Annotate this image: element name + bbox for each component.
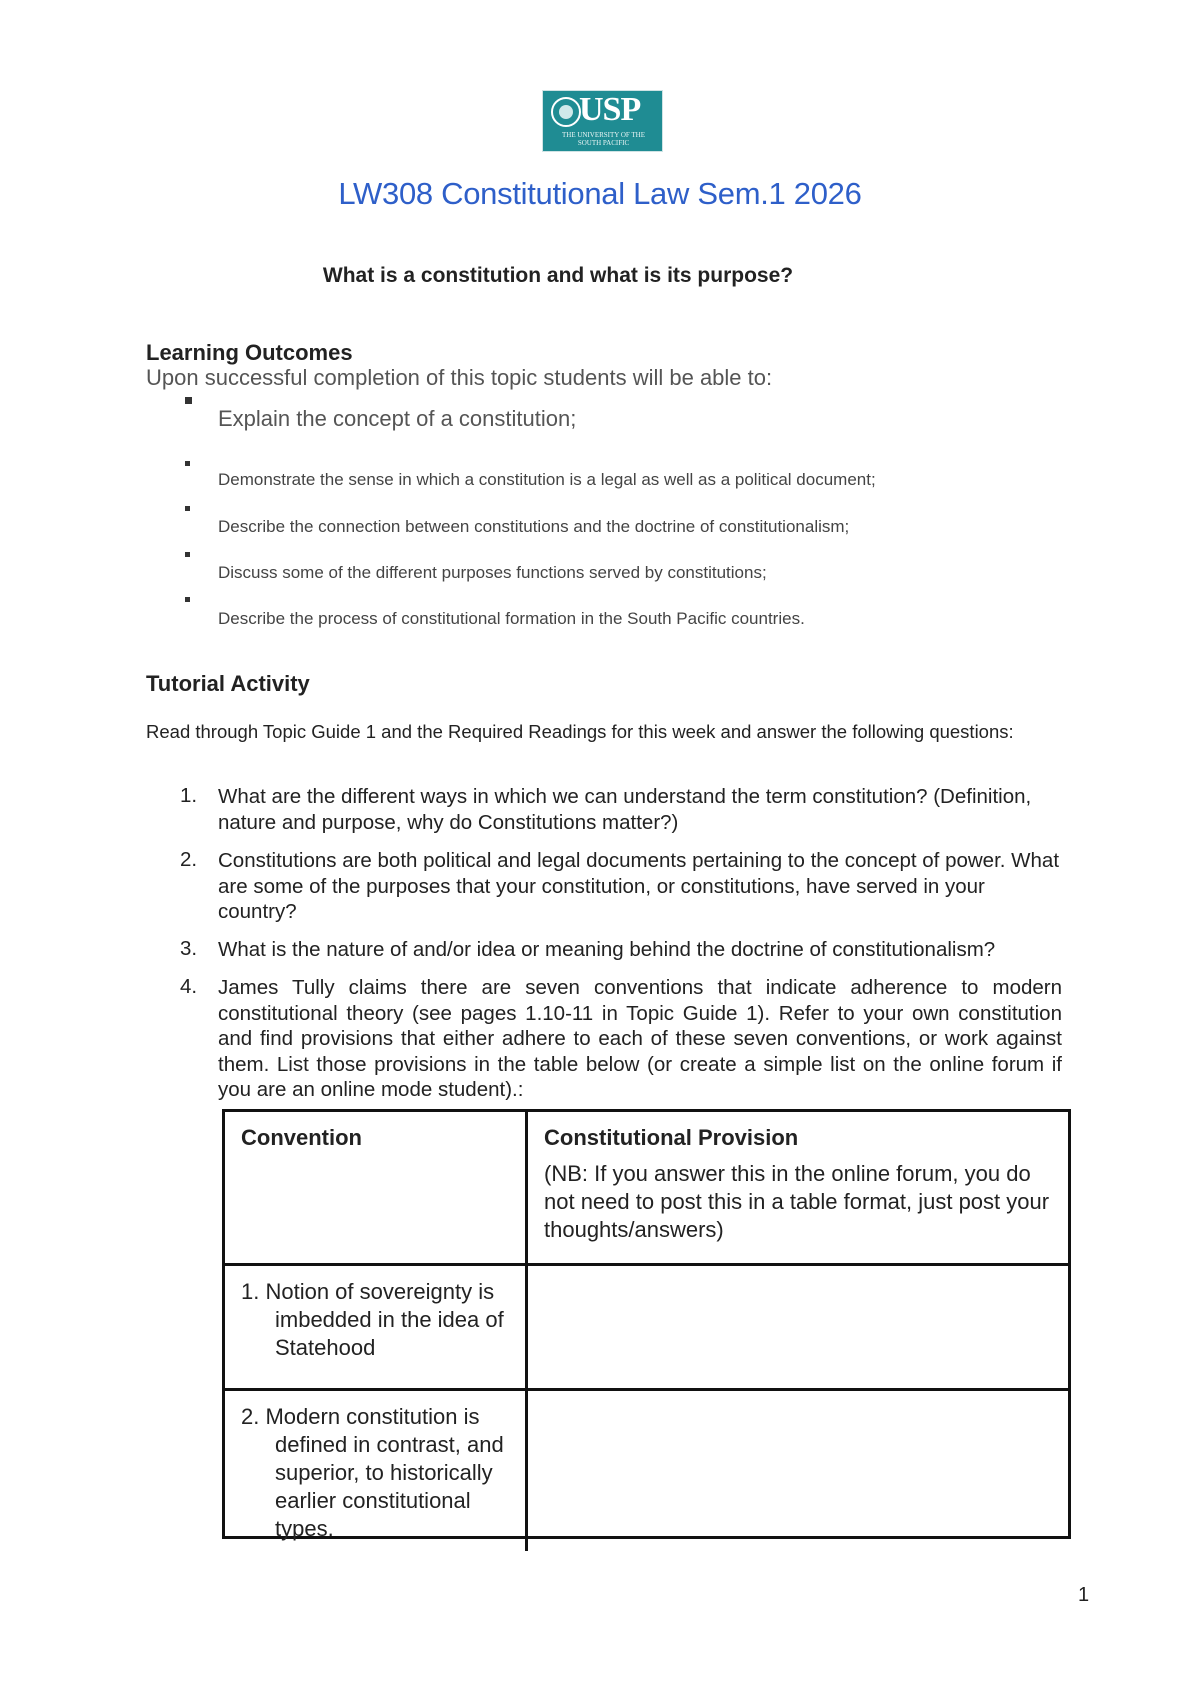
logo-subtitle: THE UNIVERSITY OF THE SOUTH PACIFIC bbox=[561, 131, 646, 147]
question-text: Constitutions are both political and legal documents pertaining to the concept of power. What are some of the purposes that your constitution, or constitutions, have served in your country? bbox=[218, 849, 1060, 923]
bullet-icon bbox=[185, 506, 190, 511]
convention-text: 2. Modern constitution is defined in contrast, and superior, to historically earlier constitutional types. bbox=[241, 1403, 504, 1541]
table-header-row bbox=[225, 1112, 1068, 1264]
learning-outcome-item: Explain the concept of a constitution; bbox=[218, 406, 577, 431]
learning-outcome-item: Describe the connection between constitutions and the doctrine of constitutionalism; bbox=[218, 517, 850, 536]
learning-outcome-item: Discuss some of the different purposes functions served by constitutions; bbox=[218, 563, 767, 582]
question-text: What is the nature of and/or idea or meaning behind the doctrine of constitutionalism? bbox=[218, 938, 996, 961]
table-row bbox=[225, 1389, 1068, 1551]
logo-wordmark: USP bbox=[579, 91, 641, 128]
tutorial-heading: Tutorial Activity bbox=[146, 671, 310, 696]
bullet-icon bbox=[185, 597, 190, 602]
header-provision: Constitutional Provision bbox=[544, 1125, 799, 1150]
question-text: James Tully claims there are seven conventions that indicate adherence to modern constitutional theory (see pages 1.10-11 in Topic Guide 1). Refer to your own constitution and find provisions that either adhere to each of these seven conventions, or work against them. List those provisions in the table below (or create a simple list on the online forum if you are an online mode student).: bbox=[218, 976, 1062, 1101]
page-number: 1 bbox=[1078, 1584, 1090, 1606]
provision-input-cell[interactable] bbox=[527, 1389, 1069, 1551]
table-header-cell bbox=[225, 1112, 527, 1264]
provision-input-cell[interactable] bbox=[527, 1264, 1069, 1389]
header-provision-note: (NB: If you answer this in the online forum, you do not need to post this in a table format, just post your thoughts/answers) bbox=[544, 1161, 1050, 1242]
table-cell bbox=[225, 1389, 527, 1551]
convention-text: 1. Notion of sovereignty is imbedded in the idea of Statehood bbox=[241, 1278, 504, 1360]
learning-outcomes-intro: Upon successful completion of this topic students will be able to: bbox=[146, 365, 773, 390]
question-text: What are the different ways in which we can understand the term constitution? (Definition, nature and purpose, why do Constitutions matter?) bbox=[218, 785, 1032, 834]
usp-seal-icon bbox=[551, 97, 581, 127]
tutorial-intro: Read through Topic Guide 1 and the Required Readings for this week and answer the following questions: bbox=[146, 721, 1014, 742]
question-number: 1. bbox=[180, 784, 198, 807]
learning-outcome-item: Demonstrate the sense in which a constitution is a legal as well as a political document; bbox=[218, 470, 876, 489]
bullet-icon bbox=[185, 461, 190, 466]
header-convention: Convention bbox=[241, 1125, 362, 1150]
table-header-cell bbox=[527, 1112, 1069, 1264]
table-cell bbox=[225, 1264, 527, 1389]
question-number: 3. bbox=[180, 937, 198, 960]
topic-question: What is a constitution and what is its purpose? bbox=[322, 264, 794, 287]
learning-outcomes-heading: Learning Outcomes bbox=[146, 340, 353, 365]
usp-logo bbox=[542, 90, 663, 152]
bullet-icon bbox=[185, 552, 190, 557]
question-number: 4. bbox=[180, 975, 198, 998]
bullet-icon bbox=[185, 397, 192, 404]
course-title: LW308 Constitutional Law Sem.1 2026 bbox=[338, 176, 862, 211]
learning-outcome-item: Describe the process of constitutional formation in the South Pacific countries. bbox=[218, 609, 805, 628]
table-row bbox=[225, 1264, 1068, 1389]
conventions-table bbox=[222, 1109, 1071, 1539]
question-number: 2. bbox=[180, 848, 198, 871]
